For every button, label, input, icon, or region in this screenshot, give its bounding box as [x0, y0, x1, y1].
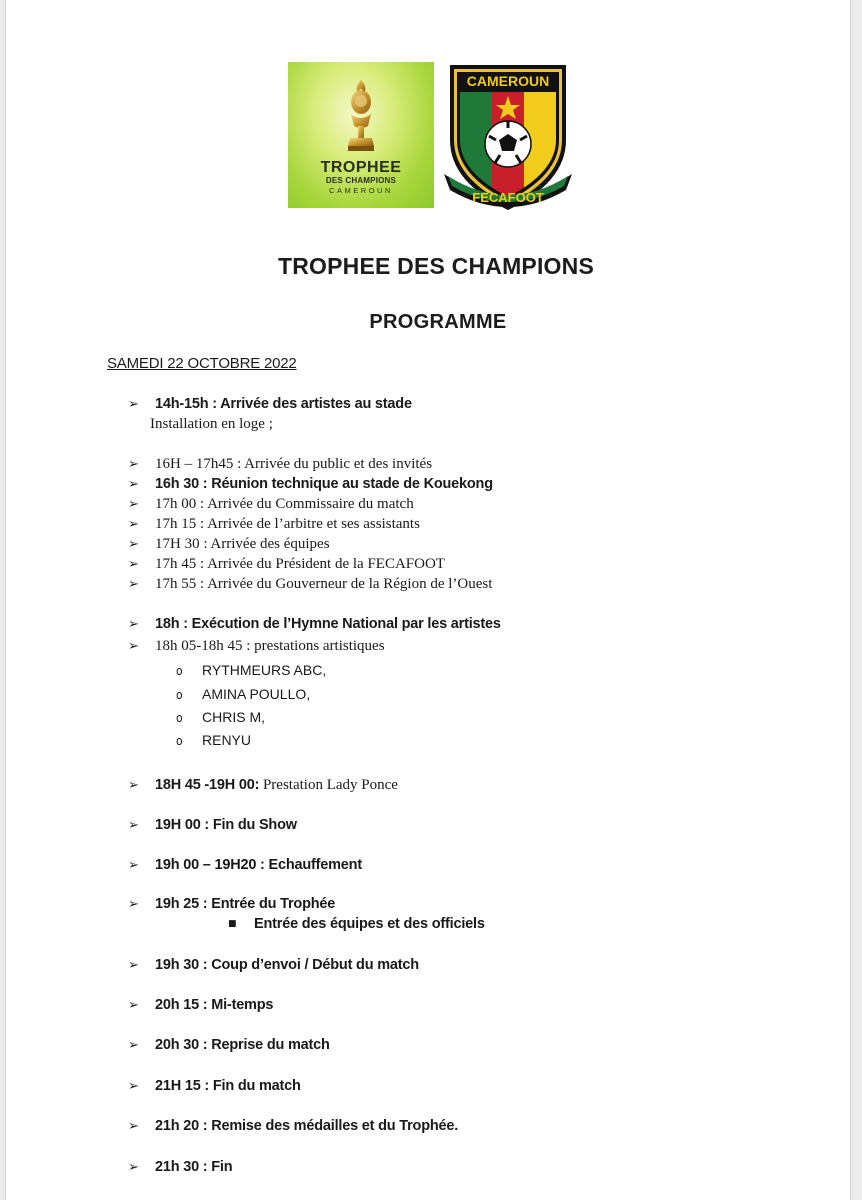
- arrow-bullet-icon: ➢: [128, 537, 139, 552]
- arrow-bullet-icon: ➢: [128, 998, 139, 1013]
- schedule-item-bold: 20h 15 : Mi-temps: [155, 997, 274, 1013]
- arrow-bullet-icon: ➢: [128, 958, 139, 973]
- schedule-item-text: 16H – 17h45 : Arrivée du public et des invités: [155, 456, 433, 472]
- schedule-item: [128, 494, 414, 515]
- schedule-item-bold: 21H 15 : Fin du match: [155, 1078, 301, 1094]
- schedule-item-bold: 18H 45 -19H 00:: [155, 777, 260, 793]
- arrow-bullet-icon: ➢: [128, 778, 139, 793]
- arrow-bullet-icon: ➢: [128, 477, 139, 492]
- schedule-item: [128, 614, 501, 635]
- event-date: SAMEDI 22 OCTOBRE 2022: [107, 355, 297, 372]
- schedule-item-bold: 21h 20 : Remise des médailles et du Trophée.: [155, 1118, 459, 1134]
- arrow-bullet-icon: ➢: [128, 858, 139, 873]
- install-note: Installation en loge ;: [150, 416, 273, 432]
- document-title: TROPHEE DES CHAMPIONS: [277, 253, 594, 279]
- arrow-bullet-icon: ➢: [128, 497, 139, 512]
- schedule-item: [128, 474, 493, 495]
- schedule-item: [128, 554, 445, 575]
- document-page: [6, 0, 850, 1200]
- artist-list-item: [176, 707, 265, 728]
- arrow-bullet-icon: ➢: [128, 457, 139, 472]
- arrow-bullet-icon: ➢: [128, 1119, 139, 1134]
- schedule-item-bold: 19H 00 : Fin du Show: [155, 817, 297, 833]
- trophee-logo-line3: CAMEROUN: [329, 186, 393, 195]
- arrow-bullet-icon: ➢: [128, 557, 139, 572]
- schedule-item-text: 17h 15 : Arrivée de l’arbitre et ses assistants: [155, 516, 420, 532]
- schedule-item: [128, 775, 398, 796]
- fecafoot-logo: [438, 62, 578, 212]
- trophy-subitem-text: Entrée des équipes et des officiels: [254, 916, 485, 932]
- trophee-logo-line1: TROPHEE: [320, 159, 402, 176]
- artist-list-item: [176, 660, 326, 681]
- arrow-bullet-icon: ➢: [128, 1160, 139, 1175]
- arrow-bullet-icon: ➢: [128, 617, 139, 632]
- schedule-item-bold: 21h 30 : Fin: [155, 1159, 233, 1175]
- trophy-subitem: [228, 914, 485, 934]
- schedule-item-bold: 19h 00 – 19H20 : Echauffement: [155, 857, 362, 873]
- square-bullet-icon: ■: [228, 919, 237, 929]
- schedule-item-text: 17h 55 : Arrivée du Gouverneur de la Région de l’Ouest: [155, 576, 493, 592]
- schedule-item-bold: 16h 30 : Réunion technique au stade de Kouekong: [155, 476, 493, 492]
- arrow-bullet-icon: ➢: [128, 517, 139, 532]
- schedule-item-bold: 18h : Exécution de l’Hymne National par les artistes: [155, 616, 501, 632]
- arrow-bullet-icon: ➢: [128, 397, 139, 412]
- schedule-item-text: Prestation Lady Ponce: [259, 777, 398, 793]
- schedule-item: [128, 1076, 301, 1097]
- artist-list-item: [176, 730, 251, 751]
- schedule-item: [128, 1116, 458, 1137]
- circle-bullet-icon: o: [176, 664, 183, 678]
- document-subtitle: PROGRAMME: [369, 311, 507, 333]
- schedule-item: [128, 855, 362, 876]
- schedule-item-bold: 19h 25 : Entrée du Trophée: [155, 896, 336, 912]
- artist-list-item: [176, 684, 310, 705]
- schedule-item: [128, 815, 297, 836]
- schedule-item: [128, 534, 330, 555]
- arrow-bullet-icon: ➢: [128, 1038, 139, 1053]
- fecafoot-shield-icon: [438, 62, 578, 212]
- artist-name: CHRIS M,: [202, 709, 265, 725]
- schedule-item: [128, 574, 492, 595]
- schedule-item-bold: 20h 30 : Reprise du match: [155, 1037, 330, 1053]
- circle-bullet-icon: o: [176, 688, 183, 702]
- circle-bullet-icon: o: [176, 734, 183, 748]
- schedule-item: [128, 955, 419, 976]
- artist-name: RENYU: [202, 732, 252, 748]
- schedule-item: [128, 636, 385, 657]
- schedule-item-bold: 14h-15h : Arrivée des artistes au stade: [155, 396, 412, 412]
- arrow-bullet-icon: ➢: [128, 897, 139, 912]
- arrow-bullet-icon: ➢: [128, 818, 139, 833]
- schedule-item: [128, 1157, 232, 1178]
- schedule-item: [128, 454, 432, 475]
- artist-name: RYTHMEURS ABC,: [202, 662, 327, 678]
- artist-name: AMINA POULLO,: [202, 686, 311, 702]
- fecafoot-bottom-text: FECAFOOT: [472, 190, 544, 205]
- arrow-bullet-icon: ➢: [128, 639, 139, 654]
- schedule-item: [128, 514, 420, 535]
- schedule-item-text: 18h 05-18h 45 : prestations artistiques: [155, 638, 385, 654]
- arrow-bullet-icon: ➢: [128, 577, 139, 592]
- schedule-item: [128, 394, 412, 415]
- schedule-item-text: 17H 30 : Arrivée des équipes: [155, 536, 330, 552]
- schedule-item: [128, 1035, 330, 1056]
- circle-bullet-icon: o: [176, 711, 183, 725]
- trophee-des-champions-logo: [288, 62, 434, 208]
- arrow-bullet-icon: ➢: [128, 1079, 139, 1094]
- schedule-item-text: 17h 45 : Arrivée du Président de la FECAFOOT: [155, 556, 445, 572]
- schedule-item: [128, 894, 335, 915]
- schedule-item-bold: 19h 30 : Coup d’envoi / Début du match: [155, 957, 419, 973]
- trophee-logo-line2: DES CHAMPIONS: [325, 176, 397, 185]
- fecafoot-top-text: CAMEROUN: [466, 73, 550, 89]
- schedule-item-text: 17h 00 : Arrivée du Commissaire du match: [155, 496, 414, 512]
- schedule-item: [128, 995, 273, 1016]
